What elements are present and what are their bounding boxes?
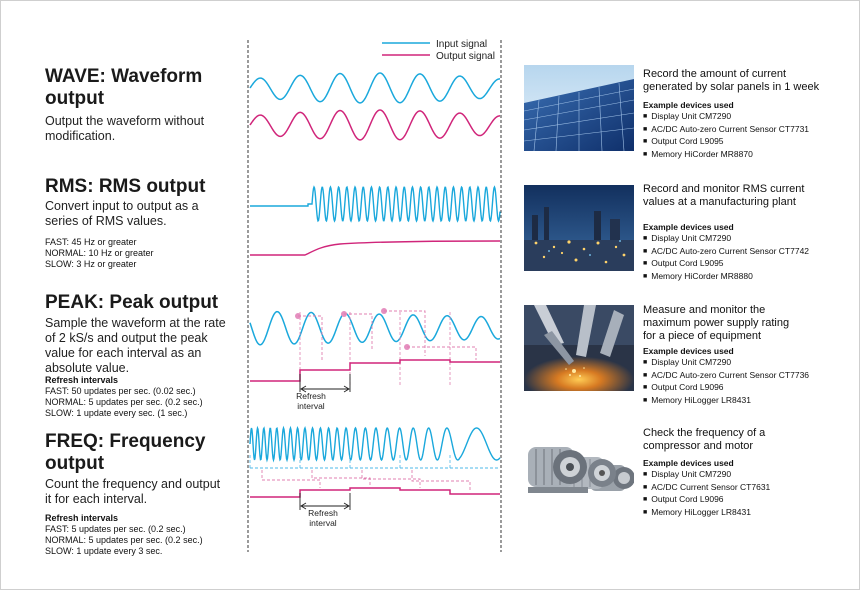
device-item: ■ AC/DC Current Sensor CT7631 [643,482,770,495]
note-line: FAST: 45 Hz or greater [45,237,137,247]
freq-result-projection [312,470,370,486]
freq-input-trace [250,428,500,460]
device-item: ■ Memory HiLogger LR8431 [643,507,770,520]
freq-result-projection [262,470,320,488]
rms-output-trace [250,241,500,255]
freq-title-line2: output [45,453,105,474]
signal-legend [382,39,495,62]
example-title [643,304,809,343]
robot-welding-photo [524,305,634,391]
example-title-line: Record the amount of current [643,68,787,80]
freq-refresh-label-1: Refresh [308,508,338,518]
peak-refresh-label-1: Refresh [296,391,326,401]
peak-title-line1: PEAK: Peak output [45,292,219,313]
example-freq [643,427,770,519]
device-item: ■ Memory HiLogger LR8431 [643,395,809,408]
device-item: ■ Output Cord L9096 [643,494,770,507]
desc-line: value for each interval as an [45,346,202,360]
wave-input-trace [250,73,500,103]
device-item: ■ Memory HiCorder MR8880 [643,271,809,284]
example-title [643,68,819,94]
example-title-line: Check the frequency of a [643,427,766,439]
freq-title-line1: FREQ: Frequency [45,431,206,452]
example-device-list [643,357,809,407]
wave-output-trace [250,110,500,140]
example-device-list [643,233,809,283]
device-item: ■ Output Cord L9096 [643,382,809,395]
device-item: ■ AC/DC Auto-zero Current Sensor CT7736 [643,370,809,383]
freq-result-projection [412,470,470,490]
solar-panels-photo [524,65,634,151]
device-item: ■ Display Unit CM7290 [643,469,770,482]
peak-hold-projection [344,314,372,350]
legend-input-label: Input signal [436,39,488,50]
device-item: ■ Output Cord L9095 [643,136,819,149]
note-line: FAST: 5 updates per sec. (0.2 sec.) [45,524,186,534]
example-factory [643,183,809,283]
desc-line: of 2 kS/s and output the peak [45,331,208,345]
example-solar [643,68,819,161]
peak-output-trace [250,360,500,381]
freq-result-projection [362,470,420,488]
wave-title-line2: output [45,88,105,109]
note-line: NORMAL: 5 updates per sec. (0.2 sec.) [45,397,203,407]
legend-output-label: Output signal [436,51,495,62]
note-line: SLOW: 3 Hz or greater [45,259,137,269]
rms-traces [250,187,500,255]
desc-line: Count the frequency and output [45,477,221,491]
desc-line: series of RMS values. [45,214,167,228]
example-devices-heading: Example devices used [643,346,734,356]
example-devices-heading: Example devices used [643,100,734,110]
example-devices-heading: Example devices used [643,458,734,468]
example-title-line: maximum power supply rating [643,317,790,329]
example-devices-heading: Example devices used [643,222,734,232]
device-item: ■ AC/DC Auto-zero Current Sensor CT7742 [643,246,809,259]
example-title [643,183,809,209]
note-line: SLOW: 1 update every sec. (1 sec.) [45,408,188,418]
desc-line: it for each interval. [45,492,148,506]
device-item: ■ AC/DC Auto-zero Current Sensor CT7731 [643,124,819,137]
device-item: ■ Display Unit CM7290 [643,111,819,124]
example-title-line: Record and monitor RMS current [643,183,805,195]
desc-line: Output the waveform without [45,114,205,128]
note-line: SLOW: 1 update every 3 sec. [45,546,163,556]
rms-title-line1: RMS: RMS output [45,176,206,197]
example-device-list [643,469,770,519]
example-title-line: for a piece of equipment [643,330,762,342]
example-title-line: generated by solar panels in 1 week [643,81,820,93]
example-title [643,427,770,453]
wave-traces [250,73,500,140]
example-device-list [643,111,819,161]
freq-traces [250,428,500,497]
factory-night-photo [524,185,634,271]
example-title-line: values at a manufacturing plant [643,196,796,208]
example-peak [643,304,809,407]
peak-input-trace [250,312,500,345]
desc-line: modification. [45,129,116,143]
rms-input-trace [250,187,500,221]
device-item: ■ Memory HiCorder MR8870 [643,149,819,162]
desc-line: Sample the waveform at the rate [45,316,226,330]
peak-traces [250,308,500,385]
example-title-line: Measure and monitor the [643,304,766,316]
example-title-line: compressor and motor [643,440,754,452]
notes-heading: Refresh intervals [45,375,119,385]
notes-heading: Refresh intervals [45,513,119,523]
wave-title-line1: WAVE: Waveform [45,66,203,87]
note-line: FAST: 50 updates per sec. (0.02 sec.) [45,386,196,396]
desc-line: Convert input to output as a [45,199,199,213]
motors-photo [524,425,634,511]
freq-refresh-label-2: interval [309,518,337,528]
device-item: ■ Display Unit CM7290 [643,357,809,370]
note-line: NORMAL: 10 Hz or greater [45,248,154,258]
peak-refresh-label-2: interval [297,401,325,411]
device-item: ■ Output Cord L9095 [643,258,809,271]
desc-line: absolute value. [45,361,130,375]
freq-output-trace [250,488,500,497]
note-line: NORMAL: 5 updates per sec. (0.2 sec.) [45,535,203,545]
peak-hold-projection [407,347,476,360]
device-item: ■ Display Unit CM7290 [643,233,809,246]
